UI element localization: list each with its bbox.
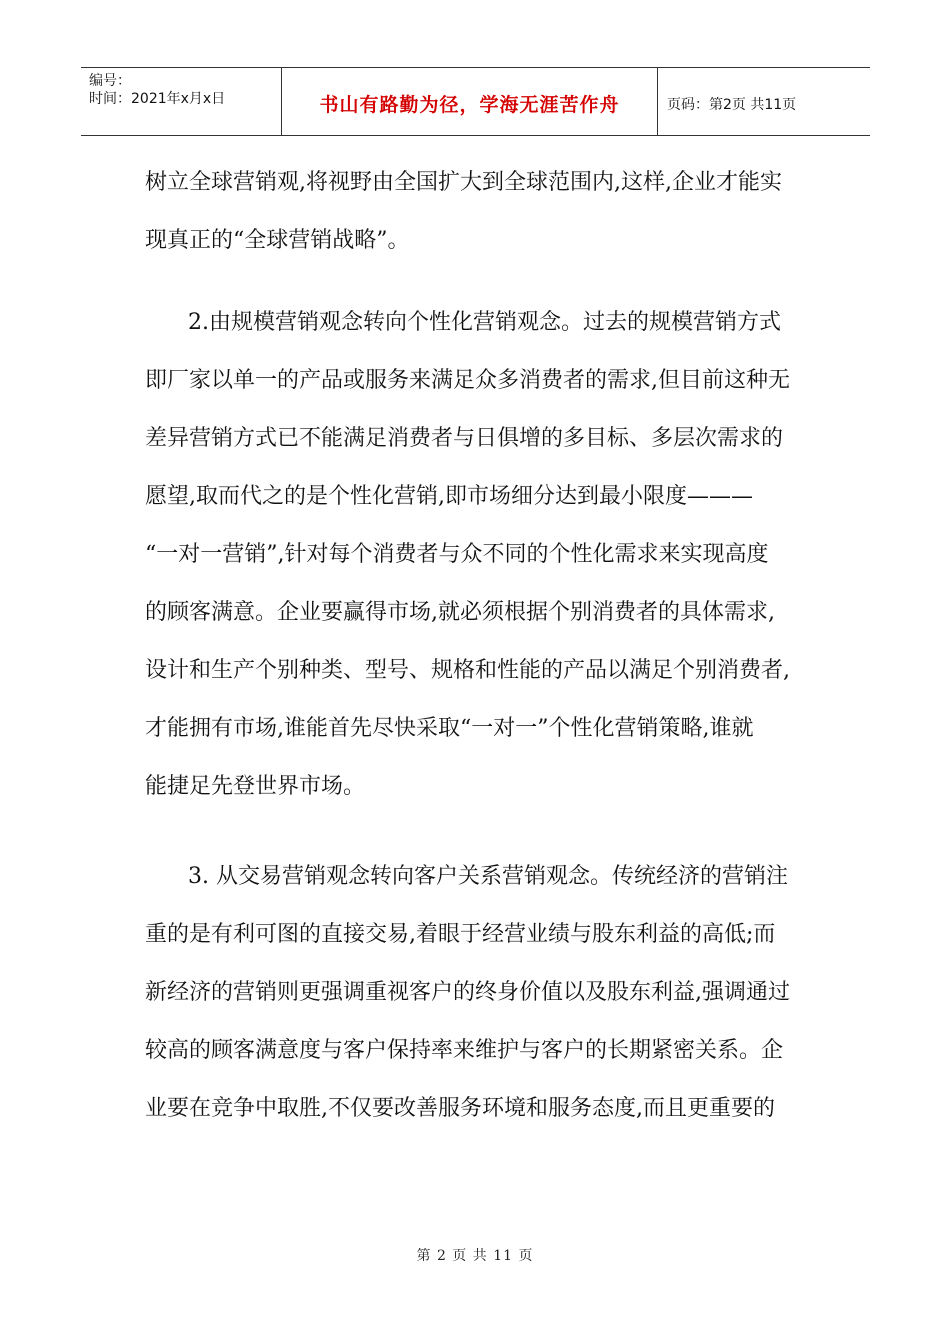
body-line: 较高的顾客满意度与客户保持率来维护与客户的长期紧密关系。企 <box>145 1038 784 1063</box>
body-line: 重的是有利可图的直接交易,着眼于经营业绩与股东利益的高低;而 <box>145 922 776 947</box>
body-line: 差异营销方式已不能满足消费者与日俱增的多目标、多层次需求的 <box>145 426 784 451</box>
body-line: 业要在竞争中取胜,不仅要改善服务环境和服务态度,而且更重要的 <box>145 1096 775 1121</box>
body-line: 设计和生产个别种类、型号、规格和性能的产品以满足个别消费者, <box>145 658 790 683</box>
page-footer: 第 2 页 共 11 页 <box>416 1248 534 1264</box>
body-line: 树立全球营销观,将视野由全国扩大到全球范围内,这样,企业才能实 <box>145 170 782 195</box>
body-line: 才能拥有市场,谁能首先尽快采取“一对一”个性化营销策略,谁就 <box>145 716 754 741</box>
body-line: 即厂家以单一的产品或服务来满足众多消费者的需求,但目前这种无 <box>145 368 790 393</box>
paragraph-start-line: 3. 从交易营销观念转向客户关系营销观念。传统经济的营销注 <box>188 864 788 889</box>
body-line: 能捷足先登世界市场。 <box>145 774 366 799</box>
body-line: 愿望,取而代之的是个性化营销,即市场细分达到最小限度——— <box>145 484 753 509</box>
document-time-label: 时间：2021年x月x日 <box>89 91 226 107</box>
header-motto: 书山有路勤为径，学海无涯苦作舟 <box>282 68 658 135</box>
page-header <box>81 67 870 136</box>
paragraph-start-line: 2.由规模营销观念转向个性化营销观念。过去的规模营销方式 <box>188 310 781 335</box>
header-meta <box>81 68 282 135</box>
body-line: 现真正的“全球营销战略”。 <box>145 228 410 253</box>
body-line: “一对一营销”,针对每个消费者与众不同的个性化需求来实现高度 <box>145 542 769 567</box>
body-line: 新经济的营销则更强调重视客户的终身价值以及股东利益,强调通过 <box>145 980 790 1005</box>
header-page-info: 页码：第2页 共11页 <box>667 96 797 113</box>
document-number-label: 编号： <box>89 73 131 89</box>
body-line: 的顾客满意。企业要赢得市场,就必须根据个别消费者的具体需求, <box>145 600 775 625</box>
